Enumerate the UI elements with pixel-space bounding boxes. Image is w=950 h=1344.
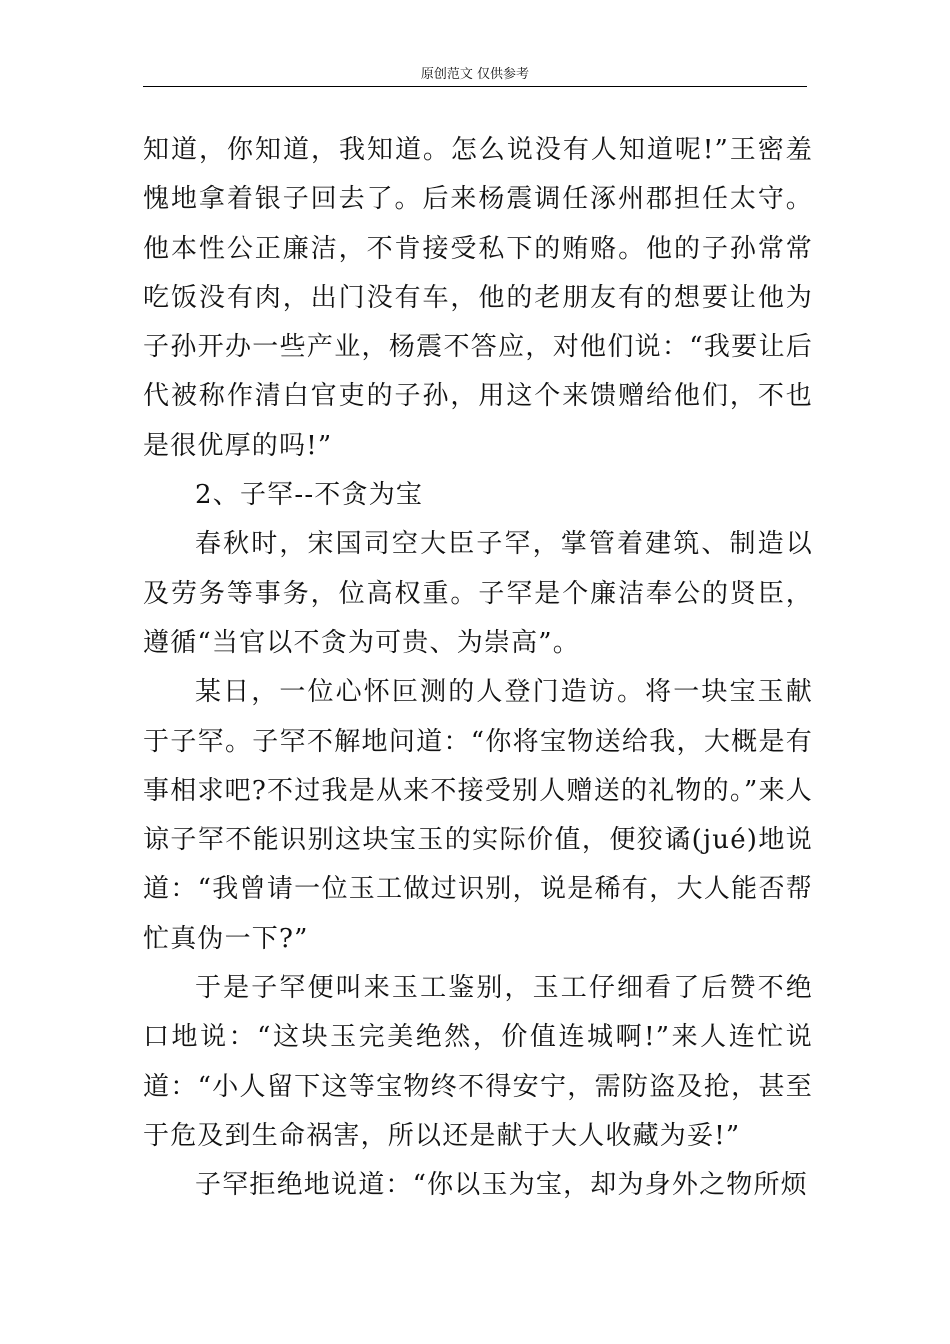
page-header: 原创范文 仅供参考 (420, 67, 530, 82)
paragraph: 某日，一位心怀叵测的人登门造访。将一块宝玉献于子罕。子罕不解地问道：“你将宝物送给我，大概是有事相求吧?不过我是从来不接受别人赠送的礼物的。”来人谅子罕不能识别这块宝玉的实际价值，便狡谲(jué)地说道：“我曾请一位玉工做过识别，说是稀有，大人能否帮忙真伪一下?” (143, 677, 813, 954)
document-body (143, 126, 813, 1211)
section-heading: 2、子罕--不贪为宝 (195, 480, 424, 511)
paragraph: 知道，你知道，我知道。怎么说没有人知道呢!”王密羞愧地拿着银子回去了。后来杨震调任涿州郡担任太守。他本性公正廉洁，不肯接受私下的贿赂。他的子孙常常吃饭没有肉，出门没有车，他的老朋友有的想要让他为子孙开办一些产业，杨震不答应，对他们说：“我要让后代被称作清白官吏的子孙，用这个来馈赠给他们，不也是很优厚的吗!” (143, 135, 813, 461)
header-divider (143, 86, 807, 87)
paragraph: 春秋时，宋国司空大臣子罕，掌管着建筑、制造以及劳务等事务，位高权重。子罕是个廉洁奉公的贤臣，遵循“当官以不贪为可贵、为崇高”。 (143, 529, 813, 658)
paragraph: 于是子罕便叫来玉工鉴别，玉工仔细看了后赞不绝口地说：“这块玉完美绝然，价值连城啊!”来人连忙说道：“小人留下这等宝物终不得安宁，需防盗及抢，甚至于危及到生命祸害，所以还是献于大人收藏为妥!” (143, 973, 813, 1151)
paragraph: 子罕拒绝地说道：“你以玉为宝，却为身外之物所烦 (195, 1170, 808, 1201)
